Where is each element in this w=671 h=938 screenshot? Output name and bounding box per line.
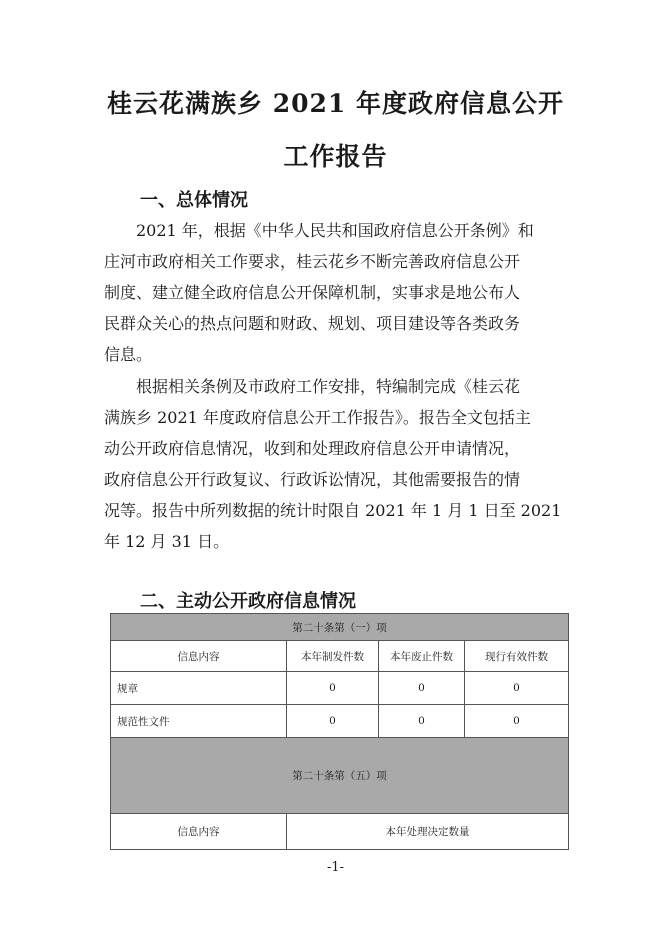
paragraph-line: 民群众关心的热点问题和财政、规划、项目建设等各类政务: [104, 314, 521, 333]
paragraph-line: 制度、建立健全政府信息公开保障机制，实事求是地公布人: [104, 283, 521, 302]
disclosure-table: [110, 613, 569, 850]
paragraph-line: 况等。报告中所列数据的统计时限自 2021 年 1 月 1 日至 2021: [104, 501, 562, 520]
table-section-title: 第二十条第（一）项: [111, 614, 569, 641]
table-header-cell: 信息内容: [111, 814, 287, 850]
table-row: [111, 705, 569, 738]
paragraph-line: 庄河市政府相关工作要求，桂云花乡不断完善政府信息公开: [104, 252, 521, 271]
table-section-title: 第二十条第（五）项: [111, 738, 569, 814]
overview-paragraph-2: [104, 371, 574, 557]
table-header-cell: 本年废止件数: [379, 641, 465, 672]
table-header-cell: 现行有效件数: [465, 641, 569, 672]
table-cell: 0: [287, 705, 379, 738]
paragraph-line: 信息。: [104, 345, 153, 364]
table-header-cell: 本年制发件数: [287, 641, 379, 672]
table-cell: 0: [287, 672, 379, 705]
section-heading-overview: 一、总体情况: [140, 190, 248, 211]
table-cell: 0: [465, 705, 569, 738]
overview-paragraph-1: [104, 215, 574, 370]
table-cell: 0: [465, 672, 569, 705]
document-title-line2: 工作报告: [283, 142, 388, 171]
table-cell: 0: [379, 672, 465, 705]
paragraph-line: 政府信息公开行政复议、行政诉讼情况，其他需要报告的情: [104, 470, 521, 489]
table-header-cell: 本年处理决定数量: [287, 814, 569, 850]
paragraph-line: 动公开政府信息情况，收到和处理政府信息公开申请情况，: [104, 439, 521, 458]
table-header-cell: 信息内容: [111, 641, 287, 672]
page-number: -1-: [326, 860, 345, 875]
table-row-label: 规章: [111, 672, 287, 705]
paragraph-line: 根据相关条例及市政府工作安排，特编制完成《桂云花: [136, 377, 521, 396]
table-row-label: 规范性文件: [111, 705, 287, 738]
paragraph-line: 满族乡 2021 年度政府信息公开工作报告》。报告全文包括主: [104, 408, 531, 427]
paragraph-line: 年 12 月 31 日。: [104, 532, 230, 551]
table-row: [111, 672, 569, 705]
section-heading-proactive-disclosure: 二、主动公开政府信息情况: [140, 591, 356, 612]
table-cell: 0: [379, 705, 465, 738]
paragraph-line: 2021 年，根据《中华人民共和国政府信息公开条例》和: [136, 221, 534, 240]
document-title-line1: 桂云花满族乡 2021 年度政府信息公开: [107, 89, 564, 118]
